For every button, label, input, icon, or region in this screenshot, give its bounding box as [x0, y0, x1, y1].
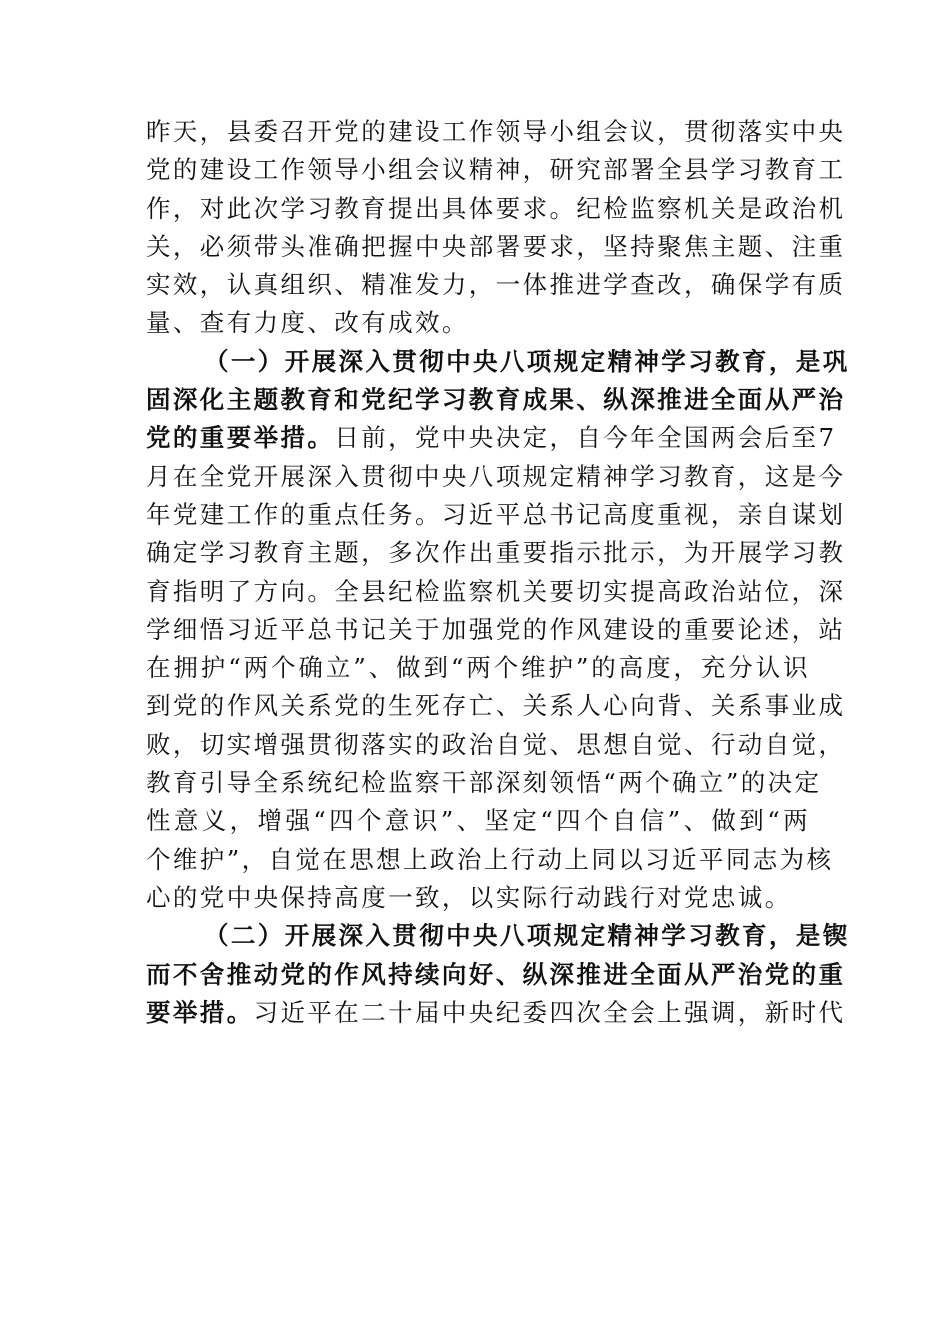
text-line: 月在全党开展深入贯彻中央八项规定精神学习教育，这是今 — [146, 461, 846, 491]
text-line: 性意义，增强“四个意识”、坚定“四个自信”、做到“两 — [146, 806, 810, 836]
text-line: 年党建工作的重点任务。习近平总书记高度重视，亲自谋划 — [146, 499, 846, 529]
text-line: 党的建设工作领导小组会议精神，研究部署全县学习教育工 — [146, 155, 846, 185]
text-line: 教育引导全系统纪检监察干部深刻领悟“两个确立”的决定 — [146, 768, 822, 798]
text-fragment: 习近平在二十届中央纪委四次全会上强调，新时代 — [253, 997, 846, 1027]
section-heading-line: （一）开展深入贯彻中央八项规定精神学习教育，是巩 — [204, 346, 850, 376]
text-line: 昨天，县委召开党的建设工作领导小组会议，贯彻落实中央 — [146, 117, 846, 146]
text-line: 关，必须带头准确把握中央部署要求，坚持聚焦主题、注重 — [146, 231, 846, 261]
text-line: 学细悟习近平总书记关于加强党的作风建设的重要论述，站 — [146, 614, 846, 644]
text-line: 败，切实增强贯彻落实的政治自觉、思想自觉、行动自觉， — [146, 729, 846, 759]
section-heading-tail: 党的重要举措。 — [146, 423, 335, 453]
text-line: 在拥护“两个确立”、做到“两个维护”的高度，充分认识 — [146, 653, 810, 683]
text-line: 实效，认真组织、精准发力，一体推进学查改，确保学有质 — [146, 270, 846, 300]
section-heading-line: 而不舍推动党的作风持续向好、纵深推进全面从严治党的重 — [146, 959, 846, 989]
section-heading-tail: 要举措。 — [146, 997, 254, 1027]
text-line: 作，对此次学习教育提出具体要求。纪检监察机关是政治机 — [146, 193, 846, 223]
text-line: 个维护”，自觉在思想上政治上行动上同以习近平同志为核 — [146, 844, 834, 874]
paragraph-section-one — [146, 343, 850, 917]
paragraph-section-two — [146, 917, 850, 1032]
section-heading-line: （二）开展深入贯彻中央八项规定精神学习教育，是锲 — [204, 921, 850, 951]
text-line: 心的党中央保持高度一致，以实际行动践行对党忠诚。 — [146, 882, 792, 912]
text-line: 育指明了方向。全县纪检监察机关要切实提高政治站位，深 — [146, 576, 846, 606]
text-fragment: 日前，党中央决定，自今年全国两会后至7 — [334, 423, 837, 453]
section-heading-line: 固深化主题教育和党纪学习教育成果、纵深推进全面从严治 — [146, 385, 846, 415]
text-line: 确定学习教育主题，多次作出重要指示批示，为开展学习教 — [146, 538, 846, 568]
paragraph-intro — [146, 113, 846, 343]
text-line: 到党的作风关系党的生死存亡、关系人心向背、关系事业成 — [146, 691, 846, 721]
text-line — [146, 419, 837, 457]
document-body — [146, 113, 850, 1032]
text-line — [146, 994, 846, 1032]
text-line: 量、查有力度、改有成效。 — [146, 308, 469, 338]
